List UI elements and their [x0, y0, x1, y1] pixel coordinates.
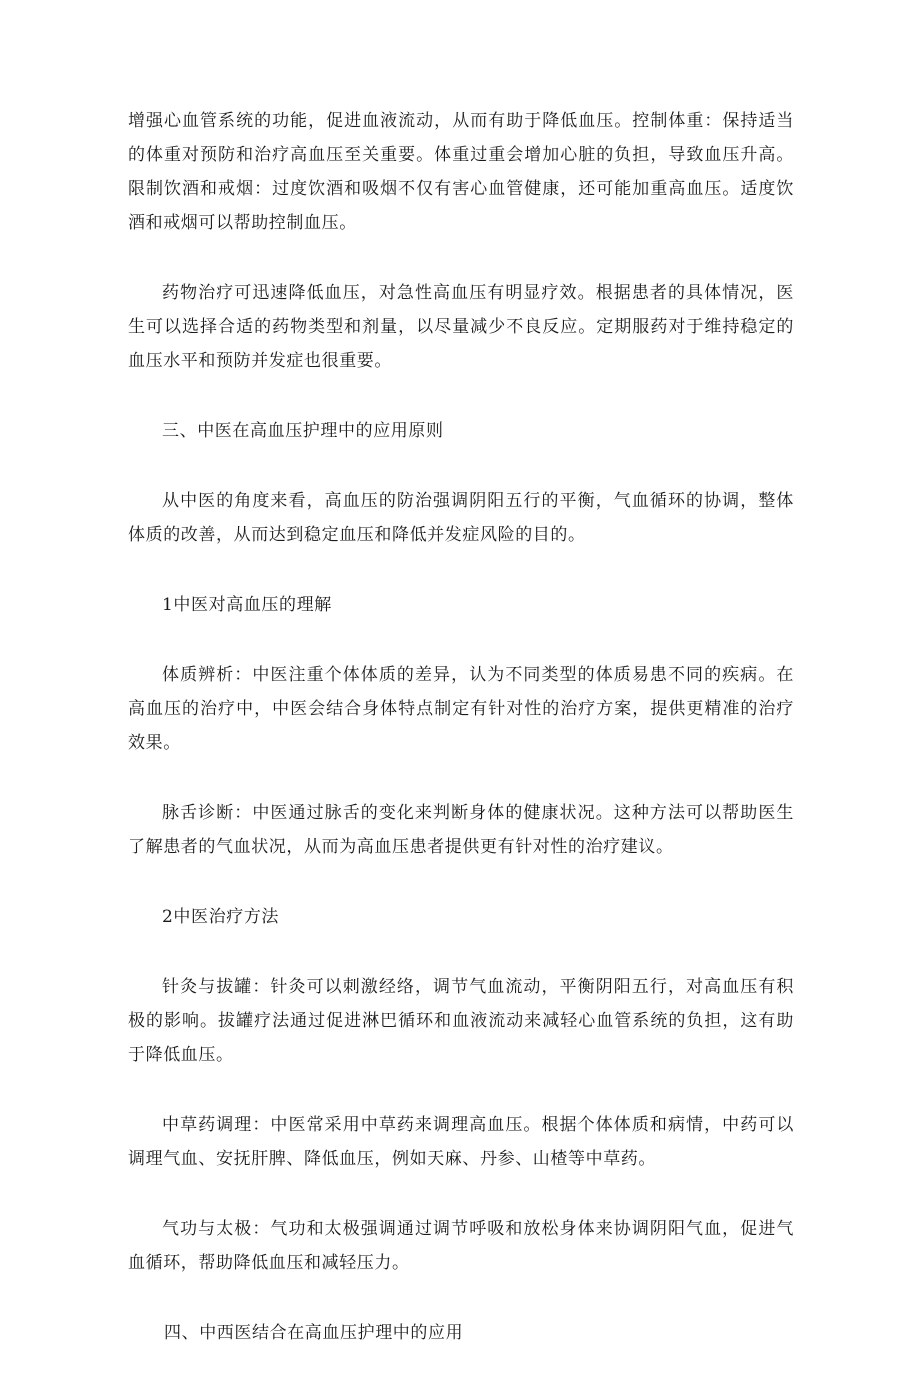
section-heading-integrated-medicine: 四、中西医结合在高血压护理中的应用 — [164, 1323, 464, 1343]
paragraph-herbal-medicine: 中草药调理：中医常采用中草药来调理高血压。根据个体体质和病情，中药可以调理气血、安抚肝脾、降低血压，例如天麻、丹参、山楂等中草药。 — [128, 1115, 794, 1169]
paragraph-lifestyle-continuation: 增强心血管系统的功能，促进血液流动，从而有助于降低血压。控制体重：保持适当的体重对预防和治疗高血压至关重要。体重过重会增加心脏的负担，导致血压升高。限制饮酒和戒烟：过度饮酒和吸烟不仅有害心血管健康，还可能加重高血压。适度饮酒和戒烟可以帮助控制血压。 — [128, 111, 794, 233]
subheading-tcm-treatment-methods: 2中医治疗方法 — [162, 907, 280, 927]
paragraph-drug-therapy: 药物治疗可迅速降低血压，对急性高血压有明显疗效。根据患者的具体情况，医生可以选择合适的药物类型和剂量，以尽量减少不良反应。定期服药对于维持稳定的血压水平和预防并发症也很重要。 — [128, 283, 794, 371]
document-body — [128, 104, 794, 1386]
paragraph-qigong-taichi: 气功与太极：气功和太极强调通过调节呼吸和放松身体来协调阴阳气血，促进气血循环，帮助降低血压和减轻压力。 — [128, 1219, 794, 1273]
paragraph-tcm-perspective: 从中医的角度来看，高血压的防治强调阴阳五行的平衡，气血循环的协调，整体体质的改善，从而达到稳定血压和降低并发症风险的目的。 — [128, 491, 794, 545]
subheading-tcm-understanding: 1中医对高血压的理解 — [162, 595, 332, 615]
paragraph-pulse-tongue-diagnosis: 脉舌诊断：中医通过脉舌的变化来判断身体的健康状况。这种方法可以帮助医生了解患者的气血状况，从而为高血压患者提供更有针对性的治疗建议。 — [128, 803, 794, 857]
paragraph-acupuncture-cupping: 针灸与拔罐：针灸可以刺激经络，调节气血流动，平衡阴阳五行，对高血压有积极的影响。拔罐疗法通过促进淋巴循环和血液流动来减轻心血管系统的负担，这有助于降低血压。 — [128, 977, 794, 1065]
paragraph-constitution-analysis: 体质辨析：中医注重个体体质的差异，认为不同类型的体质易患不同的疾病。在高血压的治疗中，中医会结合身体特点制定有针对性的治疗方案，提供更精准的治疗效果。 — [128, 665, 794, 753]
section-heading-tcm-principles: 三、中医在高血压护理中的应用原则 — [162, 421, 444, 441]
